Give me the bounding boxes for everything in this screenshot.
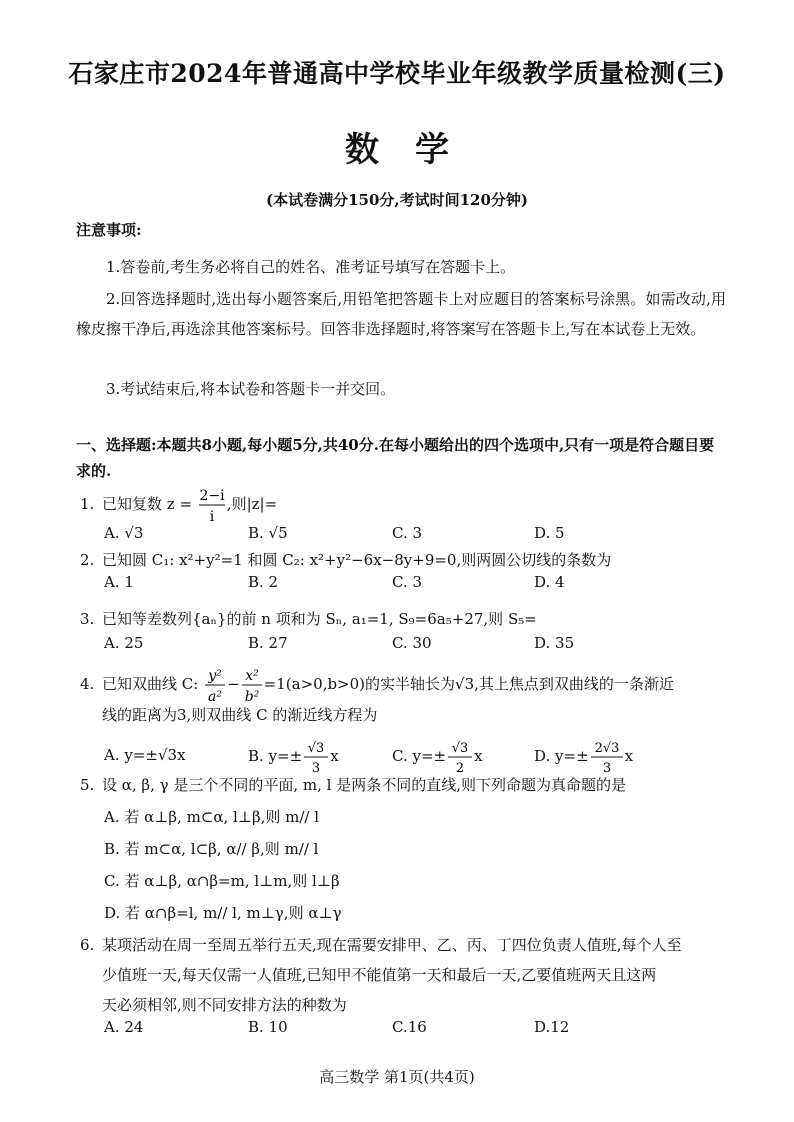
question-number: 6. bbox=[80, 936, 95, 954]
question-stem: 设 α, β, γ 是三个不同的平面, m, l 是两条不同的直线,则下列命题为真命题的是 bbox=[102, 776, 627, 794]
fraction-numerator: √3 bbox=[451, 741, 469, 756]
fraction-denominator: 2 bbox=[455, 761, 465, 776]
fraction-denominator: i bbox=[209, 509, 215, 525]
option-d: D. 5 bbox=[534, 524, 565, 542]
option-suffix: x bbox=[330, 747, 339, 765]
option-d bbox=[534, 738, 633, 776]
section-heading: 一、选择题:本题共8小题,每小题5分,共40分.在每小题给出的四个选项中,只有一项是符合题目要求的. bbox=[76, 436, 715, 480]
question-3 bbox=[80, 606, 740, 632]
options-row-3 bbox=[104, 634, 724, 660]
question-1 bbox=[80, 484, 740, 526]
option-d: D.12 bbox=[534, 1018, 570, 1036]
fraction bbox=[197, 484, 227, 526]
question-stem-prefix: 已知双曲线 C: bbox=[102, 675, 199, 693]
question-6 bbox=[80, 930, 740, 960]
question-number: 3. bbox=[80, 610, 95, 628]
options-row-6 bbox=[104, 1018, 724, 1044]
fraction-numerator: y² bbox=[208, 668, 222, 684]
page-footer: 高三数学 第1页(共4页) bbox=[319, 1068, 475, 1086]
question-4-line2: 线的距离为3,则双曲线 C 的渐近线方程为 bbox=[102, 706, 378, 724]
option-c: C. 3 bbox=[392, 524, 423, 542]
fraction-numerator: √3 bbox=[307, 741, 325, 756]
option-prefix: y=± bbox=[268, 747, 303, 765]
question-stem-suffix: =1(a>0,b>0)的实半轴长为√3,其上焦点到双曲线的一条渐近 bbox=[263, 675, 674, 693]
question-number: 5. bbox=[80, 776, 95, 794]
notice-heading: 注意事项: bbox=[76, 221, 142, 239]
question-2 bbox=[80, 547, 740, 573]
exam-info: (本试卷满分150分,考试时间120分钟) bbox=[265, 191, 529, 209]
question-stem-suffix: ,则|z|= bbox=[226, 495, 278, 513]
option-c: C.16 bbox=[392, 1018, 427, 1036]
notice-item-3: 3.考试结束后,将本试卷和答题卡一并交回。 bbox=[106, 380, 396, 398]
fraction-denominator: a² bbox=[208, 689, 223, 705]
option-c: C. 3 bbox=[392, 573, 423, 591]
fraction-denominator: 3 bbox=[312, 761, 321, 776]
question-stem: 已知等差数列{aₙ}的前 n 项和为 Sₙ, a₁=1, S₉=6a₅+27,则 S₅= bbox=[102, 610, 537, 628]
question-stem-line: 某项活动在周一至周五举行五天,现在需要安排甲、乙、丙、丁四位负责人值班,每个人至 bbox=[102, 936, 682, 954]
option-letter: D. bbox=[534, 747, 551, 765]
option-b bbox=[248, 738, 339, 776]
option-a: A. 25 bbox=[104, 634, 144, 652]
option-b: B. 10 bbox=[248, 1018, 288, 1036]
option-d: D. 35 bbox=[534, 634, 575, 652]
option-prefix: y=± bbox=[555, 747, 589, 765]
question-number: 2. bbox=[80, 551, 95, 569]
option-a bbox=[104, 746, 186, 764]
option-b: B. √5 bbox=[248, 524, 288, 542]
notice-item-1: 1.答卷前,考生务必将自己的姓名、准考证号填写在答题卡上。 bbox=[106, 258, 516, 276]
question-number: 4. bbox=[80, 675, 95, 693]
option-a: A. 1 bbox=[104, 573, 134, 591]
option-b: B. 27 bbox=[248, 634, 288, 652]
question-stem-prefix: 已知复数 z = bbox=[102, 495, 193, 513]
fraction bbox=[446, 738, 474, 776]
fraction bbox=[240, 664, 264, 706]
option-letter: A. bbox=[104, 746, 120, 764]
exam-title: 石家庄市2024年普通高中学校毕业年级教学质量检测(三) bbox=[68, 59, 726, 88]
question-5 bbox=[80, 772, 740, 798]
option-letter: C. bbox=[392, 747, 408, 765]
question-6-line2: 少值班一天,每天仅需一人值班,已知甲不能值第一天和最后一天,乙要值班两天且这两 bbox=[102, 966, 657, 984]
option-b: B. 2 bbox=[248, 573, 279, 591]
option-letter: B. bbox=[248, 747, 264, 765]
notice-item-2: 2.回答选择题时,选出每小题答案后,用铅笔把答题卡上对应题目的答案标号涂黑。如需改动,用橡皮擦干净后,再选涂其他答案标号。回答非选择题时,将答案写在答题卡上,写在本试卷上无效。 bbox=[76, 290, 726, 338]
fraction bbox=[203, 664, 227, 706]
question-stem: 已知圆 C₁: x²+y²=1 和圆 C₂: x²+y²−6x−8y+9=0,则两圆公切线的条数为 bbox=[102, 551, 612, 569]
fraction bbox=[302, 738, 330, 776]
option-suffix: x bbox=[474, 747, 483, 765]
fraction bbox=[589, 738, 625, 776]
fraction-numerator: 2√3 bbox=[594, 741, 620, 756]
option-suffix: x bbox=[624, 747, 634, 765]
option-expression: y=±√3x bbox=[124, 746, 186, 764]
question-4 bbox=[80, 664, 740, 706]
subject-title: 数学 bbox=[345, 130, 485, 170]
minus-sign: − bbox=[227, 675, 240, 693]
fraction-denominator: b² bbox=[244, 689, 259, 705]
option-a: A. √3 bbox=[104, 524, 144, 542]
fraction-denominator: 3 bbox=[602, 761, 611, 776]
question-6-line3: 天必须相邻,则不同安排方法的种数为 bbox=[102, 996, 347, 1014]
fraction-numerator: 2−i bbox=[199, 488, 225, 504]
option-a: A. 若 α⊥β, m⊂α, l⊥β,则 m// l bbox=[104, 808, 320, 826]
option-c bbox=[392, 738, 483, 776]
option-b: B. 若 m⊂α, l⊂β, α// β,则 m// l bbox=[104, 840, 319, 858]
option-a: A. 24 bbox=[104, 1018, 144, 1036]
option-prefix: y=± bbox=[412, 747, 447, 765]
question-number: 1. bbox=[80, 495, 95, 513]
fraction-numerator: x² bbox=[244, 668, 259, 684]
option-d: D. 若 α∩β=l, m// l, m⊥γ,则 α⊥γ bbox=[104, 904, 342, 922]
option-d: D. 4 bbox=[534, 573, 565, 591]
option-c: C. 若 α⊥β, α∩β=m, l⊥m,则 l⊥β bbox=[104, 872, 340, 890]
option-c: C. 30 bbox=[392, 634, 432, 652]
options-row-2 bbox=[104, 573, 724, 599]
